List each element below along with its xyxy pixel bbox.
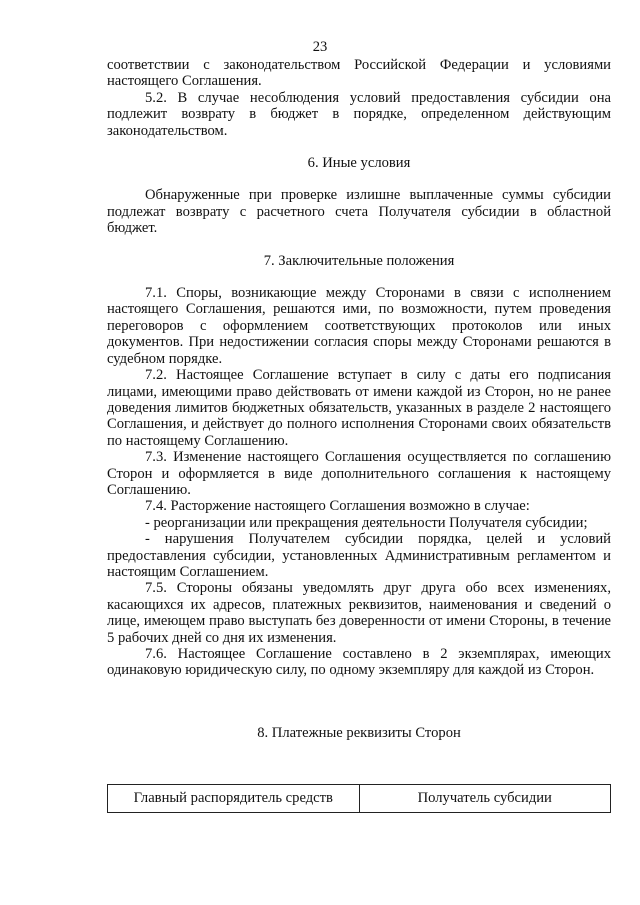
paragraph-7-3: 7.3. Изменение настоящего Соглашения осуществляется по соглашению Сторон и оформляется в виде дополнительного соглашения к настоящему Соглашению. [107, 449, 611, 498]
requisites-table-header [107, 784, 611, 813]
paragraph-7-4: 7.4. Расторжение настоящего Соглашения возможно в случае: [145, 498, 530, 515]
document-body [107, 57, 611, 741]
paragraph-continuation: соответствии с законодательством Российской Федерации и условиями настоящего Соглашения. [107, 57, 611, 90]
table-header-cell-recipient: Получатель субсидии [359, 785, 611, 812]
paragraph-5-2: 5.2. В случае несоблюдения условий предоставления субсидии она подлежит возврату в бюджет в порядке, определенном действующим законодательством. [107, 89, 611, 139]
table-header-cell-distributor: Главный распорядитель средств [133, 790, 333, 807]
paragraph-7-4-item-a: - реорганизации или прекращения деятельности Получателя субсидии; [145, 514, 588, 531]
section-8-heading: 8. Платежные реквизиты Сторон [257, 724, 461, 741]
paragraph-7-2: 7.2. Настоящее Соглашение вступает в силу с даты его подписания лицами, имеющими право действовать от имени каждой из Сторон, но не ранее доведения лимитов бюджетных обязательств, указанных в разделе 2 настоящего Соглашения, и действует до полного исполнения Сторонами своих обязательств по настоящему Соглашению. [107, 367, 611, 449]
paragraph-7-1: 7.1. Споры, возникающие между Сторонами в связи с исполнением настоящего Соглашения, решаются ими, по возможности, путем проведения переговоров с оформлением соответствующих протоколов или иных документов. При недостижении согласия споры между Сторонами решаются в судебном порядке. [107, 285, 611, 367]
paragraph-7-6: 7.6. Настоящее Соглашение составлено в 2 экземплярах, имеющих одинаковую юридическую силу, по одному экземпляру для каждой из Сторон. [107, 646, 611, 679]
paragraph-7-5: 7.5. Стороны обязаны уведомлять друг друга обо всех изменениях, касающихся их адресов, платежных реквизитов, наименования и сведений о лице, имеющем право выступать без доверенности от имени Стороны, в течение 5 рабочих дней со дня их изменения. [107, 580, 611, 646]
paragraph-6: Обнаруженные при проверке излишне выплаченные суммы субсидии подлежат возврату с расчетного счета Получателя субсидии в областной бюджет. [107, 187, 611, 237]
page-number: 23 [312, 39, 328, 55]
paragraph-7-4-item-b: - нарушения Получателем субсидии порядка, целей и условий предоставления субсидии, установленных Административным регламентом и настоящим Соглашением. [107, 531, 611, 580]
section-6-heading: 6. Иные условия [307, 155, 411, 172]
section-7-heading: 7. Заключительные положения [263, 252, 455, 269]
